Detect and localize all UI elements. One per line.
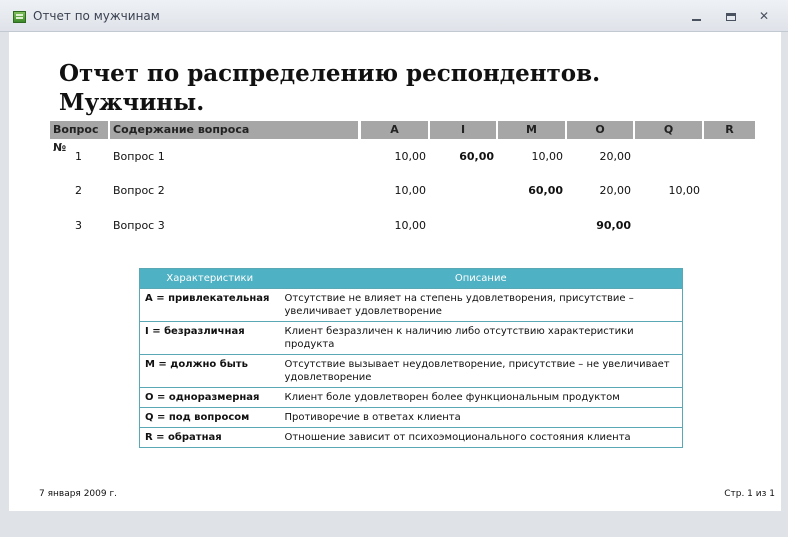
footer-page-number: Стр. 1 из 1 <box>724 489 775 499</box>
report-title <box>59 59 699 117</box>
legend-key: O = одноразмерная <box>140 388 280 408</box>
header-col-i: I <box>430 121 496 139</box>
header-col-o: O <box>567 121 633 139</box>
header-col-r: R <box>704 121 755 139</box>
close-icon: ✕ <box>758 9 770 23</box>
header-question-number: Вопрос № <box>50 121 108 139</box>
legend-key: A = привлекательная <box>140 289 280 322</box>
legend-description: Отсутствие не влияет на степень удовлетворения, присутствие – увеличивает удовлетворение <box>280 289 683 322</box>
row-value-m: 60,00 <box>528 184 563 197</box>
legend-row <box>140 289 683 322</box>
legend-row <box>140 322 683 355</box>
legend-description: Отсутствие вызывает неудовлетворение, присутствие – не увеличивает удовлетворение <box>280 355 683 388</box>
row-value-o: 20,00 <box>599 150 631 163</box>
close-button[interactable] <box>754 7 774 25</box>
legend-row <box>140 428 683 448</box>
legend-row <box>140 388 683 408</box>
window-bottom-area <box>0 511 788 537</box>
row-question: Вопрос 2 <box>113 184 165 197</box>
window-title: Отчет по мужчинам <box>33 9 160 23</box>
report-icon <box>13 11 26 23</box>
legend-table <box>139 268 683 448</box>
report-page <box>9 32 781 511</box>
row-number: 1 <box>75 150 82 163</box>
header-question-content: Содержание вопроса <box>110 121 358 139</box>
legend-key: M = должно быть <box>140 355 280 388</box>
legend-key: Q = под вопросом <box>140 408 280 428</box>
row-question: Вопрос 1 <box>113 150 165 163</box>
row-value-q: 10,00 <box>668 184 700 197</box>
row-number: 3 <box>75 219 82 232</box>
header-col-a: A <box>361 121 428 139</box>
row-number: 2 <box>75 184 82 197</box>
legend-row <box>140 408 683 428</box>
row-value-i: 60,00 <box>459 150 494 163</box>
minimize-icon <box>692 19 701 21</box>
window-titlebar <box>0 0 788 32</box>
row-value-o: 20,00 <box>599 184 631 197</box>
row-value-o: 90,00 <box>596 219 631 232</box>
legend-header-characteristics: Характеристики <box>140 269 280 289</box>
legend-key: I = безразличная <box>140 322 280 355</box>
row-question: Вопрос 3 <box>113 219 165 232</box>
legend-description: Клиент безразличен к наличию либо отсутствию характеристики продукта <box>280 322 683 355</box>
row-value-a: 10,00 <box>394 219 426 232</box>
legend-description: Отношение зависит от психоэмоционального состояния клиента <box>280 428 683 448</box>
row-value-a: 10,00 <box>394 184 426 197</box>
row-value-m: 10,00 <box>531 150 563 163</box>
report-title-line1: Отчет по распределению респондентов. <box>59 60 601 87</box>
legend-description: Клиент боле удовлетворен более функциональным продуктом <box>280 388 683 408</box>
minimize-button[interactable] <box>686 7 706 25</box>
header-col-m: M <box>498 121 565 139</box>
legend-header-description: Описание <box>280 269 683 289</box>
legend-key: R = обратная <box>140 428 280 448</box>
row-value-a: 10,00 <box>394 150 426 163</box>
report-title-line2: Мужчины. <box>59 89 205 116</box>
header-col-q: Q <box>635 121 702 139</box>
maximize-icon <box>726 13 736 21</box>
legend-row <box>140 355 683 388</box>
legend-description: Противоречие в ответах клиента <box>280 408 683 428</box>
footer-date: 7 января 2009 г. <box>39 489 118 499</box>
maximize-button[interactable] <box>721 7 741 25</box>
